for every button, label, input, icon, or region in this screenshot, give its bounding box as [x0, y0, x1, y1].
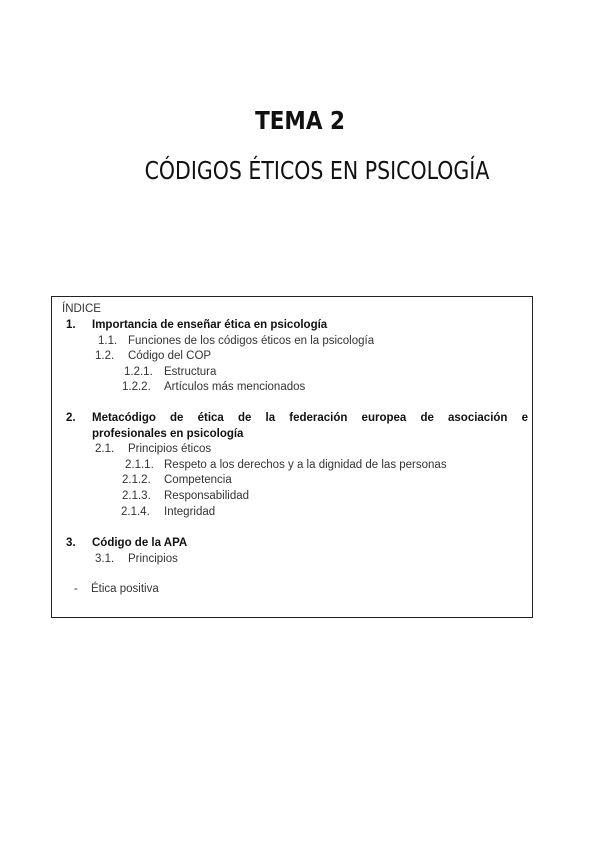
section-title: Importancia de enseñar ética en psicología	[92, 319, 328, 331]
subitem-label: Responsabilidad	[164, 490, 250, 502]
item-label: Principios	[128, 553, 178, 565]
document-subtitle: CÓDIGOS ÉTICOS EN PSICOLOGÍA	[144, 156, 490, 185]
subitem-label: Artículos más mencionados	[164, 381, 306, 393]
section-number: 1.	[66, 319, 76, 331]
dash-bullet: -	[74, 583, 78, 595]
item-label: Principios éticos	[128, 443, 212, 455]
item-label: Código del COP	[128, 350, 212, 362]
item-number: 2.1.	[95, 443, 115, 455]
section-number: 2.	[66, 412, 76, 424]
section-title-line2: profesionales en psicología	[92, 428, 244, 440]
subitem-number: 2.1.4.	[121, 506, 150, 518]
section-title-line1: Metacódigo de ética de la federación europea de asociación e	[92, 412, 528, 424]
item-number: 1.2.	[95, 350, 115, 362]
subitem-number: 1.2.1.	[124, 366, 153, 378]
subitem-label: Respeto a los derechos y a la dignidad de las personas	[164, 459, 447, 471]
document-title: TEMA 2	[255, 106, 345, 135]
subitem-number: 1.2.2.	[122, 381, 151, 393]
subitem-number: 2.1.2.	[122, 474, 151, 486]
subitem-number: 2.1.1.	[125, 459, 154, 471]
subitem-number: 2.1.3.	[122, 490, 151, 502]
item-label: Funciones de los códigos éticos en la psicología	[128, 335, 375, 347]
subitem-label: Estructura	[164, 366, 217, 378]
index-box	[51, 296, 533, 618]
subitem-label: Competencia	[164, 474, 232, 486]
section-title: Código de la APA	[92, 537, 188, 549]
item-number: 3.1.	[95, 553, 115, 565]
index-heading: ÍNDICE	[62, 303, 101, 315]
item-number: 1.1.	[98, 335, 118, 347]
section-number: 3.	[66, 537, 76, 549]
subitem-label: Integridad	[164, 506, 216, 518]
extra-label: Ética positiva	[91, 583, 159, 595]
